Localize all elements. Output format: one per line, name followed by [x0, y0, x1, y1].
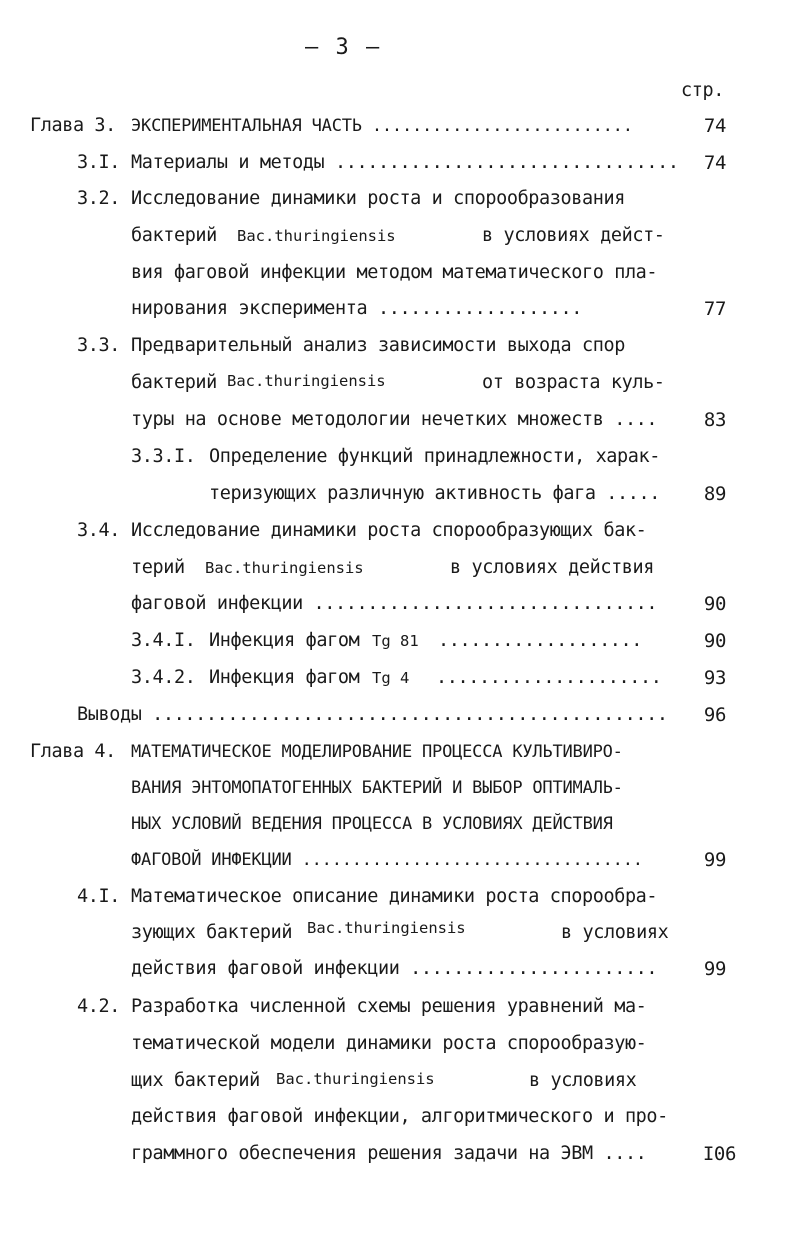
entry-title: ЭКСПЕРИМЕНТАЛЬНАЯ ЧАСТЬ .......................... [131, 116, 633, 136]
organism-name: Bac.thuringiensis [276, 1070, 435, 1088]
entry-page: 83 [703, 409, 726, 431]
entry-title-line: Определение функций принадлежности, харак- [209, 446, 660, 467]
entry-leader: ................... [438, 630, 643, 651]
entry-page: 99 [703, 849, 726, 871]
entry-number: 4.I. [77, 886, 120, 907]
entry-title-line: в условиях [561, 922, 669, 943]
entry-title-line: вия фаговой инфекции методом математического пла- [131, 262, 658, 283]
entry-title-line: НЫХ УСЛОВИЙ ВЕДЕНИЯ ПРОЦЕССА В УСЛОВИЯХ ДЕЙСТВИЯ [131, 814, 613, 834]
entry-page: 93 [703, 667, 726, 689]
entry-title-line: Инфекция фагом [209, 667, 360, 688]
entry-title-line: в условиях [529, 1070, 637, 1091]
entry-title-line: терий [131, 557, 185, 578]
entry-page: 96 [703, 704, 726, 726]
entry-page: 90 [703, 593, 726, 615]
entry-title-line: ФАГОВОЙ ИНФЕКЦИИ .................................. [131, 850, 643, 870]
entry-page: 74 [703, 115, 726, 137]
entry-number: 3.2. [77, 188, 120, 209]
entry-number: Глава 3. [30, 115, 116, 136]
entry-title-line: в условиях действия [450, 557, 655, 578]
entry-title-line: ВАНИЯ ЭНТОМОПАТОГЕННЫХ БАКТЕРИЙ И ВЫБОР ОПТИМАЛЬ- [131, 778, 623, 798]
entry-title-line: туры на основе методологии нечетких множеств .... [131, 409, 658, 430]
entry-number: 3.3.I. [131, 446, 196, 467]
page-number: – 3 – [305, 35, 382, 60]
entry-title-line: от возраста куль- [482, 372, 665, 393]
entry-title-line: тематической модели динамики роста спорообразую- [131, 1033, 647, 1054]
entry-page: 89 [703, 483, 726, 505]
entry-title-line: действия фаговой инфекции, алгоритмического и про- [131, 1106, 668, 1127]
phage-name: Tg 4 [372, 669, 410, 687]
entry-title-line: Инфекция фагом [209, 630, 360, 651]
organism-name: Bac.thuringiensis [237, 227, 396, 245]
column-header-page: стр. [681, 80, 724, 101]
entry-page: 99 [703, 958, 726, 980]
entry-page: I06 [702, 1143, 736, 1165]
entry-number: Глава 4. [30, 741, 116, 762]
entry-number: 4.2. [77, 996, 120, 1017]
entry-number: 3.I. [77, 152, 120, 173]
entry-title-line: Разработка численной схемы решения уравнений ма- [131, 996, 647, 1017]
entry-title: Материалы и методы ................................ [131, 152, 679, 173]
entry-page: 90 [703, 630, 726, 652]
entry-leader: ..................... [436, 667, 662, 688]
entry-number: 3.4.2. [131, 667, 196, 688]
entry-page: 77 [703, 298, 726, 320]
entry-number: 3.4. [77, 520, 120, 541]
entry-title-line: зующих бактерий [131, 922, 293, 943]
entry-title-line: действия фаговой инфекции ....................... [131, 958, 658, 979]
organism-name: Bac.thuringiensis [205, 559, 364, 577]
entry-title-line: теризующих различную активность фага ..... [209, 483, 660, 504]
entry-title-line: в условиях дейст- [482, 225, 665, 246]
entry-title-line: Исследование динамики роста и спорообразования [131, 188, 625, 209]
entry-title-line: нирования эксперимента ................... [131, 298, 582, 319]
entry-title-line: Предварительный анализ зависимости выхода спор [131, 335, 625, 356]
organism-name: Bac.thuringiensis [307, 919, 466, 937]
entry-title-line: МАТЕМАТИЧЕСКОЕ МОДЕЛИРОВАНИЕ ПРОЦЕССА КУЛЬТИВИРО- [131, 742, 623, 762]
organism-name: Bac.thuringiensis [227, 372, 386, 390]
entry-number: 3.3. [77, 335, 120, 356]
entry-title-line: Математическое описание динамики роста спорообра- [131, 886, 658, 907]
entry-number: 3.4.I. [131, 630, 196, 651]
entry-title-line: щих бактерий [131, 1070, 260, 1091]
phage-name: Tg 81 [372, 632, 419, 650]
entry-title-line: Исследование динамики роста спорообразующих бак- [131, 520, 647, 541]
entry-title-line: бактерий [131, 225, 217, 246]
entry-title: Выводы ................................................ [77, 704, 668, 725]
entry-page: 74 [703, 152, 726, 174]
entry-title-line: граммного обеспечения решения задачи на ЭВМ .... [131, 1143, 647, 1164]
entry-title-line: фаговой инфекции ................................ [131, 593, 658, 614]
entry-title-line: бактерий [131, 372, 217, 393]
